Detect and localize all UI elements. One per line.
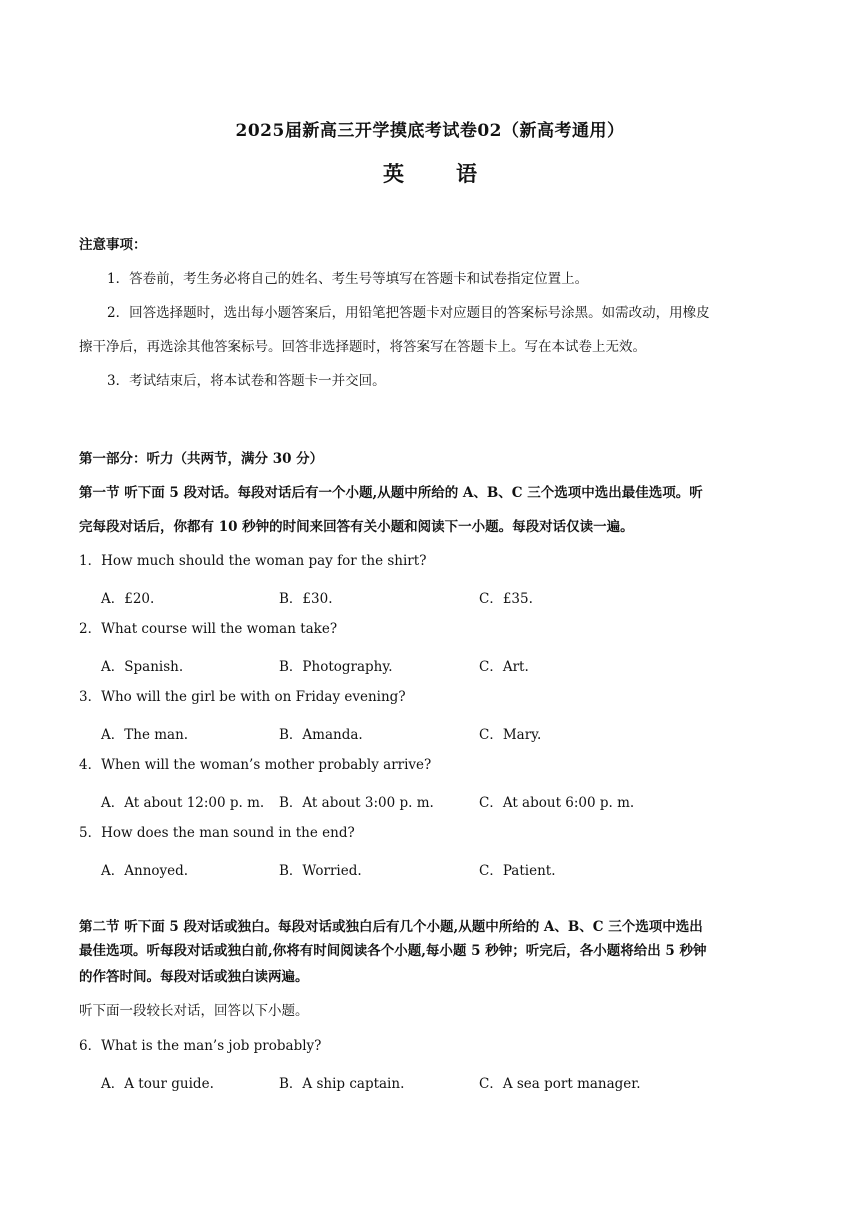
notice-item-1: 1．答卷前，考生务必将自己的姓名、考生号等填写在答题卡和试卷指定位置上。 (107, 271, 589, 287)
question-2: 2．What course will the woman take? (79, 621, 338, 637)
section1-instructions-line2: 完每段对话后，你都有 10 秒钟的时间来回答有关小题和阅读下一小题。每段对话仅读一遍。 (79, 519, 634, 535)
question-6: 6．What is the man’s job probably? (79, 1038, 322, 1054)
question-1: 1．How much should the woman pay for the shirt? (79, 553, 427, 569)
question-5-option-a: A．Annoyed. (101, 863, 189, 879)
question-4: 4．When will the woman’s mother probably arrive? (79, 757, 432, 773)
question-6-option-b: B．A ship captain. (279, 1076, 405, 1092)
question-4-option-c: C．At about 6:00 p. m. (479, 795, 635, 811)
question-6-option-a: A．A tour guide. (101, 1076, 214, 1092)
notice-item-2-continued: 擦干净后，再选涂其他答案标号。回答非选择题时，将答案写在答题卡上。写在本试卷上无效。 (79, 339, 646, 355)
question-5-option-c: C．Patient. (479, 863, 556, 879)
question-5: 5．How does the man sound in the end? (79, 825, 355, 841)
section1-instructions-line1: 第一节 听下面 5 段对话。每段对话后有一个小题,从题中所给的 A、B、C 三个选项中选出最佳选项。听 (79, 485, 703, 501)
question-2-option-a: A．Spanish. (101, 659, 184, 675)
part1-heading: 第一部分：听力（共两节，满分 30 分） (79, 451, 324, 467)
question-1-option-a: A．£20. (101, 591, 155, 607)
question-4-option-a: A．At about 12:00 p. m. (101, 795, 265, 811)
question-2-option-b: B．Photography. (279, 659, 393, 675)
exam-title: 2025届新高三开学摸底考试卷02（新高考通用） (235, 121, 625, 141)
section2-instructions-line2: 最佳选项。听每段对话或独白前,你将有时间阅读各个小题,每小题 5 秒钟；听完后，各小题将给出 5 秒钟 (79, 943, 707, 959)
question-3-option-c: C．Mary. (479, 727, 542, 743)
section2-instructions-line3: 的作答时间。每段对话或独白读两遍。 (79, 969, 309, 985)
section2-instructions-line1: 第二节 听下面 5 段对话或独白。每段对话或独白后有几个小题,从题中所给的 A、B、C 三个选项中选出 (79, 919, 703, 935)
subject-title: 英语 (383, 161, 529, 186)
question-1-option-b: B．£30. (279, 591, 333, 607)
notice-heading: 注意事项： (79, 237, 147, 253)
question-3-option-a: A．The man. (101, 727, 189, 743)
section2-intro: 听下面一段较长对话，回答以下小题。 (79, 1003, 309, 1019)
notice-item-2: 2．回答选择题时，选出每小题答案后，用铅笔把答题卡对应题目的答案标号涂黑。如需改动，用橡皮 (107, 305, 710, 321)
question-1-option-c: C．£35. (479, 591, 533, 607)
question-2-option-c: C．Art. (479, 659, 529, 675)
question-4-option-b: B．At about 3:00 p. m. (279, 795, 434, 811)
notice-item-3: 3．考试结束后，将本试卷和答题卡一并交回。 (107, 373, 386, 389)
question-3-option-b: B．Amanda. (279, 727, 363, 743)
question-3: 3．Who will the girl be with on Friday evening? (79, 689, 406, 705)
question-6-option-c: C．A sea port manager. (479, 1076, 641, 1092)
question-5-option-b: B．Worried. (279, 863, 362, 879)
